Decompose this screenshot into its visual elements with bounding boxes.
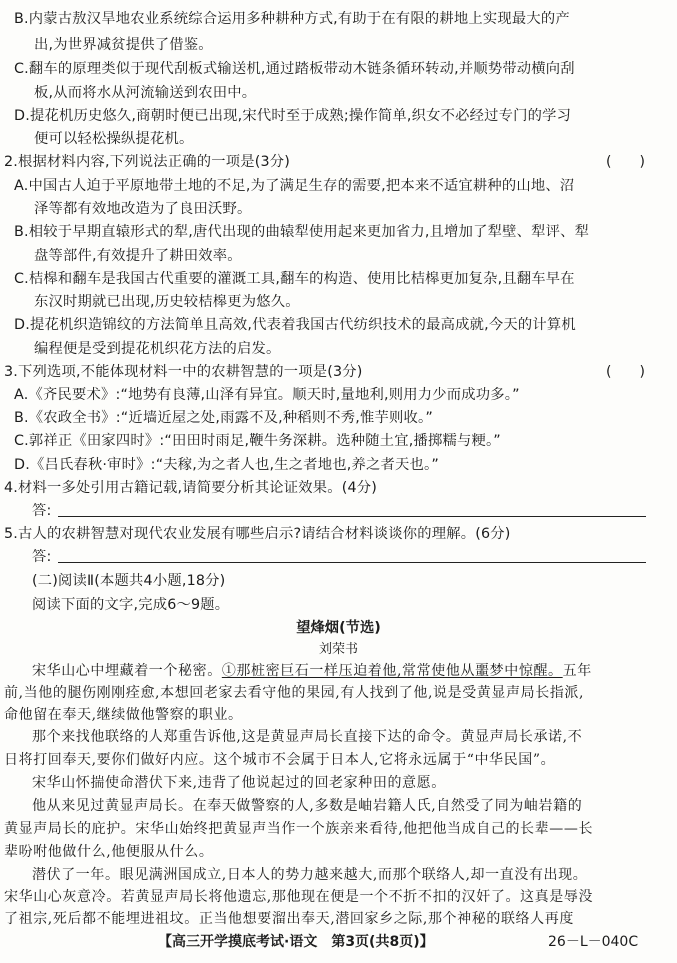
q5-stem: 5.古人的农耕智慧对现代农业发展有哪些启示?请结合材料谈谈你的理解。(6分) bbox=[4, 526, 511, 542]
q2-option-a: A.中国古人迫于平原地带土地的不足,为了满足生存的需要,把本来不适宜耕种的山地、沼 bbox=[14, 178, 575, 194]
q2-option-d-cont: 编程便是受到提花机织花方法的启发。 bbox=[34, 341, 281, 357]
story-line: 宋华山怀揣使命潜伏下来,违背了他说起过的回老家种田的意愿。 bbox=[32, 775, 446, 791]
story-text: 五年 bbox=[562, 663, 592, 679]
q1-option-d: D.提花机历史悠久,商朝时便已出现,宋代时至于成熟;操作简单,织女不必经过专门的学习 bbox=[14, 108, 572, 124]
story-line: 宋华山心灰意冷。若黄显声局长将他遗忘,那他现在便是一个不折不扣的汉奸了。这真是辱没 bbox=[4, 889, 594, 905]
q2-option-b: B.相较于早期直辕形式的犁,唐代出现的曲辕犁使用起来更加省力,且增加了犁壁、犁评、犁 bbox=[14, 224, 590, 240]
section-instruction: 阅读下面的文字,完成6～9题。 bbox=[32, 597, 230, 613]
q5-answer-line[interactable] bbox=[58, 562, 646, 563]
q2-option-b-cont: 盘等部件,有效提升了耕田效率。 bbox=[34, 248, 242, 264]
passage-title: 望烽烟(节选) bbox=[296, 620, 381, 636]
q3-option-d: D.《吕氏春秋·审时》:“夫稼,为之者人也,生之者地也,养之者天也。” bbox=[14, 457, 439, 473]
q3-answer-paren: ( ) bbox=[606, 364, 645, 380]
q2-answer-paren: ( ) bbox=[606, 154, 645, 170]
q3-option-a: A.《齐民要术》:“地势有良薄,山泽有异宜。顺天时,量地利,则用力少而成功多。” bbox=[14, 387, 520, 403]
q2-option-d: D.提花机织造锦纹的方法简单且高效,代表着我国古代纺织技术的最高成就,今天的计算机 bbox=[14, 317, 576, 333]
q2-option-c-cont: 东汉时期就已出现,历史较桔槔更为悠久。 bbox=[34, 294, 300, 310]
q1-option-c: C.翻车的原理类似于现代刮板式输送机,通过踏板带动木链条循环转动,并顺势带动横向刮 bbox=[14, 61, 575, 77]
q4-stem: 4.材料一多处引用古籍记载,请简要分析其论证效果。(4分) bbox=[4, 480, 378, 496]
story-line: 辈吩咐他做什么,他便服从什么。 bbox=[4, 844, 214, 860]
section-heading: (二)阅读Ⅱ(本题共4小题,18分) bbox=[32, 573, 226, 589]
q5-answer-label: 答: bbox=[32, 549, 52, 565]
story-line: 黄显声局长的庇护。宋华山始终把黄显声当作一个族亲来看待,他把他当成自己的长辈——长 bbox=[4, 821, 594, 837]
q3-option-c: C.郭祥正《田家四时》:“田田时雨足,鞭牛务深耕。选种随土宜,播掷糯与粳。” bbox=[14, 433, 501, 449]
passage-author: 刘荣书 bbox=[318, 642, 358, 657]
story-line: 命他留在奉天,继续做他警察的职业。 bbox=[4, 707, 243, 723]
q3-stem: 3.下列选项,不能体现材料一中的农耕智慧的一项是(3分) bbox=[4, 364, 363, 380]
q4-answer-line[interactable] bbox=[58, 516, 646, 517]
story-text: 宋华山心中埋藏着一个秘密。 bbox=[32, 663, 222, 679]
page-code: 26－L－040C bbox=[548, 934, 639, 950]
q2-option-c: C.桔槔和翻车是我国古代重要的灌溉工具,翻车的构造、使用比桔槔更加复杂,且翻车早在 bbox=[14, 271, 575, 287]
q1-option-b-cont: 出,为世界减贫提供了借鉴。 bbox=[34, 37, 213, 53]
story-paragraph-1-line-1 bbox=[32, 661, 592, 681]
story-line: 前,当他的腿伤刚刚痊愈,本想回老家去看守他的果园,有人找到了他,说是受黄显声局长指派, bbox=[4, 685, 585, 701]
page-footer: 【高三开学摸底考试·语文 第3页(共8页)】 bbox=[158, 934, 434, 950]
q3-option-b: B.《农政全书》:“近墙近屋之处,雨露不及,种稻则不秀,惟芋则收。” bbox=[14, 410, 433, 426]
q1-option-b: B.内蒙古敖汉旱地农业系统综合运用多种耕种方式,有助于在有限的耕地上实现最大的产 bbox=[14, 11, 570, 27]
underlined-sentence-1: ①那桩密巨石一样压迫着他,常常使他从噩梦中惊醒。 bbox=[221, 663, 563, 679]
q2-option-a-cont: 泽等都有效地改造为了良田沃野。 bbox=[34, 201, 252, 217]
story-line: 日将打回奉天,要你们做好内应。这个城市不会属于日本人,它将永远属于“中华民国”。 bbox=[4, 752, 556, 768]
q2-stem: 2.根据材料内容,下列说法正确的一项是(3分) bbox=[4, 154, 291, 170]
q4-answer-label: 答: bbox=[32, 503, 52, 519]
story-line: 他从来见过黄显声局长。在奉天做警察的人,多数是岫岩籍人氏,自然受了同为岫岩籍的 bbox=[32, 798, 583, 814]
q1-option-d-cont: 便可以轻松操纵提花机。 bbox=[34, 131, 194, 147]
story-line: 了祖宗,死后都不能埋进祖坟。正当他想要溜出奉天,潜回家乡之际,那个神秘的联络人再度 bbox=[4, 911, 574, 927]
q1-option-c-cont: 板,从而将水从河流输送到农田中。 bbox=[34, 85, 257, 101]
story-line: 那个来找他联络的人郑重告诉他,这是黄显声局长直接下达的命令。黄显声局长承诺,不 bbox=[32, 729, 583, 745]
story-line: 潜伏了一年。眼见满洲国成立,日本人的势力越来越大,而那个联络人,却一直没有出现。 bbox=[32, 867, 588, 883]
